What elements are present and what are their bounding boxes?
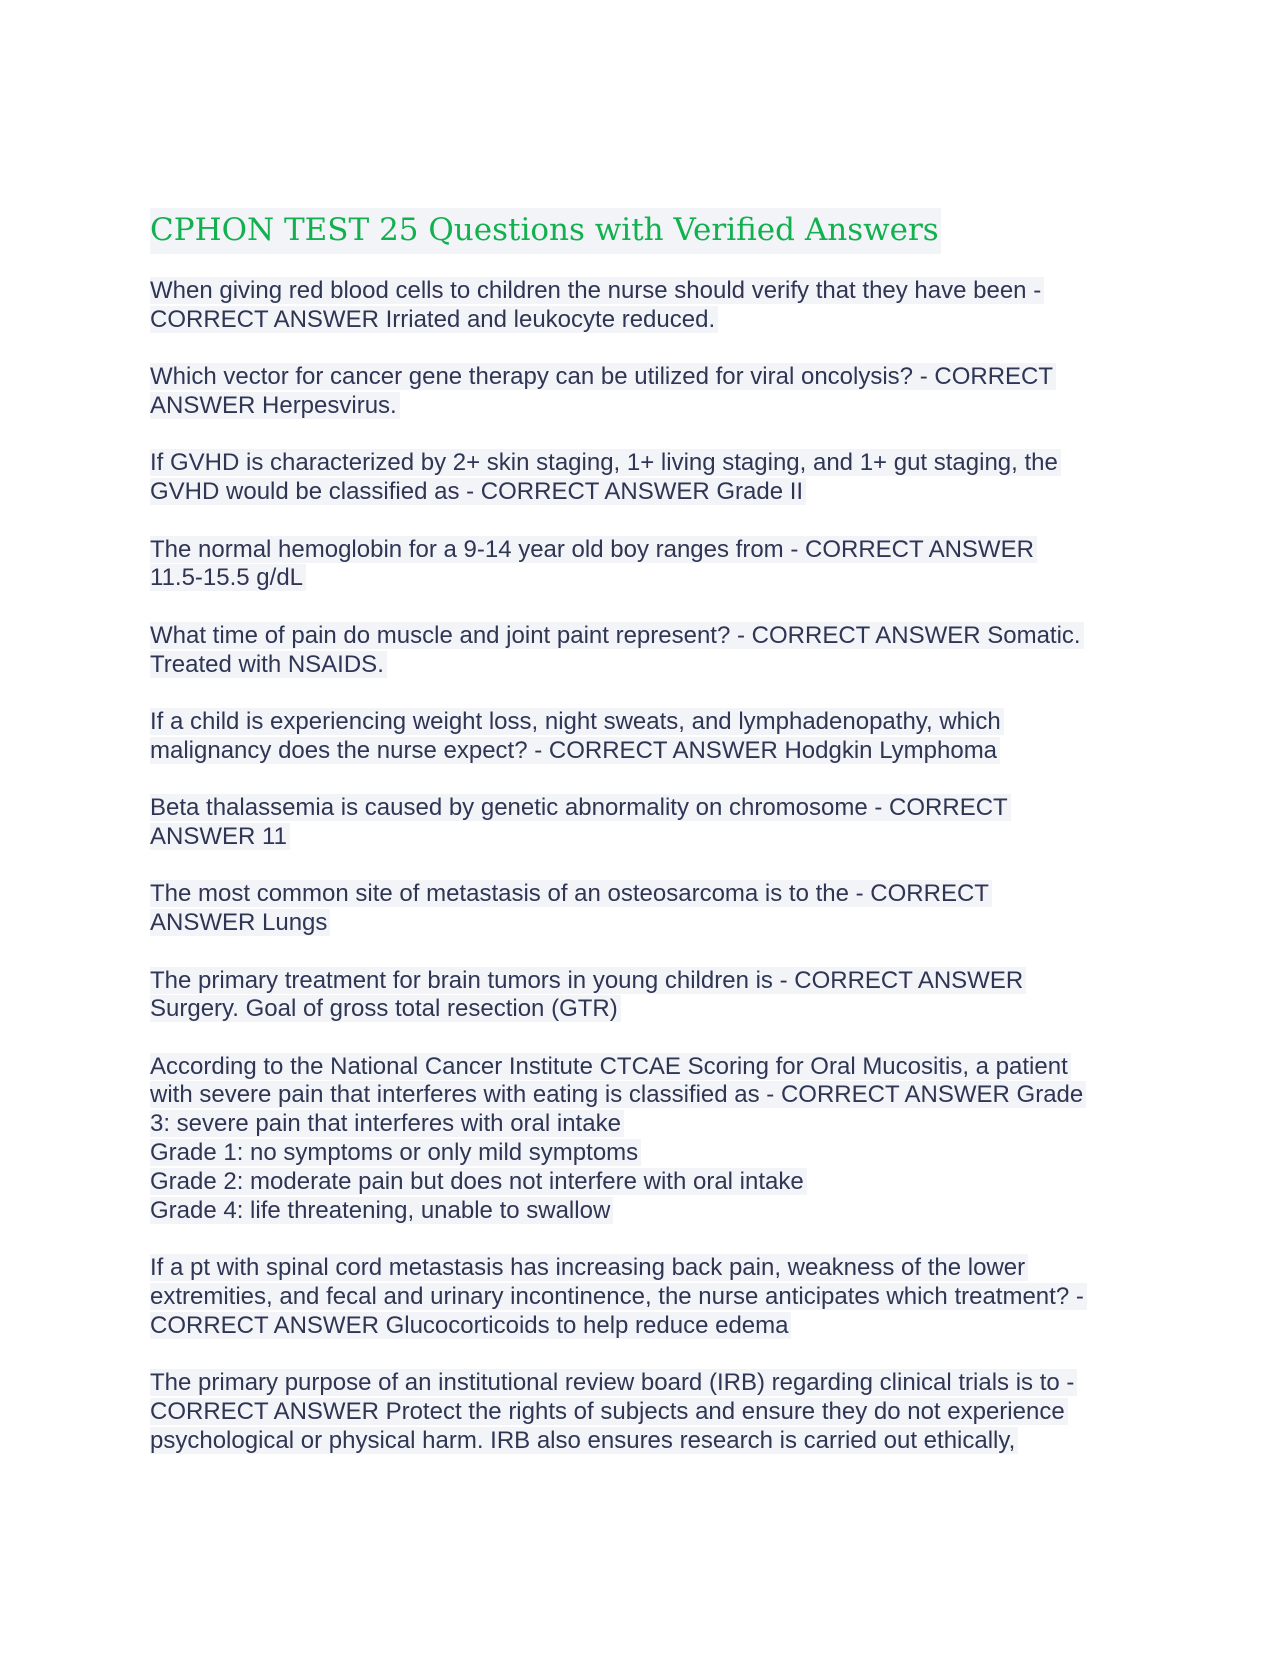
text-line-content: Surgery. Goal of gross total resection (GTR): [150, 995, 621, 1022]
qa-item: [150, 449, 1150, 507]
text-line: [150, 1168, 1150, 1197]
text-line: [150, 1197, 1150, 1226]
text-line-content: If a child is experiencing weight loss, night sweats, and lymphadenopathy, which: [150, 708, 1004, 735]
text-line-content: What time of pain do muscle and joint paint represent? - CORRECT ANSWER Somatic.: [150, 622, 1084, 649]
text-line: [150, 794, 1150, 823]
qa-item: [150, 536, 1150, 594]
text-line-content: ANSWER Herpesvirus.: [150, 392, 400, 419]
text-line-content: psychological or physical harm. IRB also ensures research is carried out ethically,: [150, 1427, 1018, 1454]
text-line: [150, 306, 1150, 335]
text-line-content: The primary purpose of an institutional review board (IRB) regarding clinical trials is to -: [150, 1369, 1077, 1396]
text-line-content: If GVHD is characterized by 2+ skin staging, 1+ living staging, and 1+ gut staging, the: [150, 449, 1061, 476]
text-line-content: CORRECT ANSWER Protect the rights of subjects and ensure they do not experience: [150, 1398, 1068, 1425]
qa-item: [150, 794, 1150, 852]
text-line-content: with severe pain that interferes with eating is classified as - CORRECT ANSWER Grade: [150, 1081, 1086, 1108]
text-line: [150, 564, 1150, 593]
text-line-content: extremities, and fecal and urinary incontinence, the nurse anticipates which treatment? -: [150, 1283, 1087, 1310]
qa-item: [150, 1369, 1150, 1455]
text-line: [150, 1139, 1150, 1168]
text-line: [150, 737, 1150, 766]
text-line: [150, 478, 1150, 507]
qa-item: [150, 967, 1150, 1025]
text-line-content: 11.5-15.5 g/dL: [150, 564, 306, 591]
text-line-content: CORRECT ANSWER Glucocorticoids to help reduce edema: [150, 1312, 791, 1339]
text-line-content: The primary treatment for brain tumors in young children is - CORRECT ANSWER: [150, 967, 1026, 994]
text-line: [150, 1283, 1150, 1312]
text-line-content: GVHD would be classified as - CORRECT ANSWER Grade II: [150, 478, 806, 505]
qa-item: [150, 880, 1150, 938]
text-line: [150, 1053, 1150, 1082]
text-line: [150, 392, 1150, 421]
text-line-content: CORRECT ANSWER Irriated and leukocyte reduced.: [150, 306, 718, 333]
text-line: [150, 995, 1150, 1024]
text-line-content: ANSWER Lungs: [150, 909, 330, 936]
text-line-content: Grade 1: no symptoms or only mild symptoms: [150, 1139, 641, 1166]
text-line: [150, 363, 1150, 392]
qa-item: [150, 363, 1150, 421]
text-line: [150, 1369, 1150, 1398]
text-line: [150, 1427, 1150, 1456]
qa-list: [150, 277, 1150, 1455]
text-line-content: ANSWER 11: [150, 823, 290, 850]
text-line-content: Treated with NSAIDS.: [150, 651, 387, 678]
text-line: [150, 449, 1150, 478]
text-line-content: According to the National Cancer Institute CTCAE Scoring for Oral Mucositis, a patient: [150, 1053, 1071, 1080]
text-line-content: 3: severe pain that interferes with oral intake: [150, 1110, 624, 1137]
text-line: [150, 823, 1150, 852]
qa-item: [150, 277, 1150, 335]
text-line: [150, 1398, 1150, 1427]
text-line: [150, 622, 1150, 651]
text-line-content: When giving red blood cells to children the nurse should verify that they have been -: [150, 277, 1044, 304]
text-line: [150, 277, 1150, 306]
document-title: CPHON TEST 25 Questions with Verified Answers: [150, 208, 941, 254]
text-line: [150, 1312, 1150, 1341]
text-line-content: Grade 2: moderate pain but does not interfere with oral intake: [150, 1168, 807, 1195]
text-line: [150, 536, 1150, 565]
qa-item: [150, 1053, 1150, 1226]
qa-item: [150, 1254, 1150, 1340]
text-line: [150, 880, 1150, 909]
text-line: [150, 1254, 1150, 1283]
text-line-content: Beta thalassemia is caused by genetic abnormality on chromosome - CORRECT: [150, 794, 1011, 821]
text-line-content: The normal hemoglobin for a 9-14 year old boy ranges from - CORRECT ANSWER: [150, 536, 1037, 563]
text-line: [150, 708, 1150, 737]
text-line: [150, 1081, 1150, 1110]
text-line-content: Grade 4: life threatening, unable to swallow: [150, 1197, 613, 1224]
text-line: [150, 651, 1150, 680]
text-line-content: Which vector for cancer gene therapy can be utilized for viral oncolysis? - CORRECT: [150, 363, 1056, 390]
text-line: [150, 1110, 1150, 1139]
text-line: [150, 967, 1150, 996]
text-line-content: The most common site of metastasis of an osteosarcoma is to the - CORRECT: [150, 880, 992, 907]
text-line-content: malignancy does the nurse expect? - CORRECT ANSWER Hodgkin Lymphoma: [150, 737, 1000, 764]
qa-item: [150, 708, 1150, 766]
text-line-content: If a pt with spinal cord metastasis has increasing back pain, weakness of the lower: [150, 1254, 1028, 1281]
qa-item: [150, 622, 1150, 680]
text-line: [150, 909, 1150, 938]
document-page: [150, 208, 1150, 1484]
